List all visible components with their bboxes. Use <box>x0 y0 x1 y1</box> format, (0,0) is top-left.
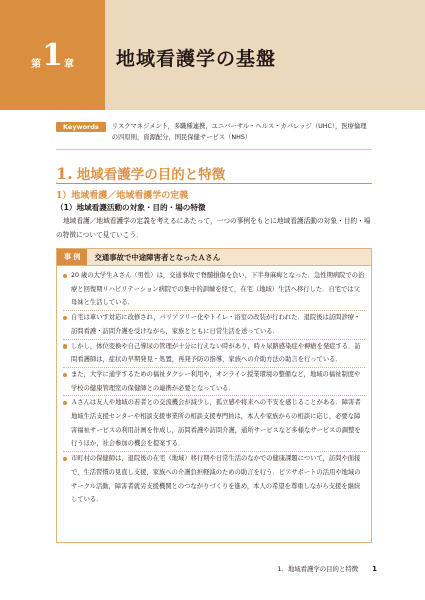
list-item-text: 20 歳の大学生Ａさん（男性）は，交通事故で脊髄損傷を負い，下半身麻痺となった．急性期病院での治療と回復期リハビリテーション病院での集中的訓練を経て，在宅（地域）生活へ移行した．自宅では父母妹と生活している． <box>71 272 365 307</box>
chapter-number: 1 <box>42 37 63 73</box>
list-item-text: 自宅は車いす対応に改修され，バリアフリー化やトイレ・浴室の改装が行われた．退院後は訪問診療・訪問看護・訪問介護を受けながら，家族とともに日常生活を送っている． <box>71 314 361 335</box>
list-item <box>63 269 365 311</box>
list-item <box>63 452 365 507</box>
section-divider <box>56 183 372 184</box>
bullet-icon <box>63 401 67 405</box>
case-study-box <box>56 248 372 543</box>
chapter-number-box <box>0 0 105 110</box>
keywords-label: Keywords <box>56 122 106 132</box>
keywords-block <box>56 121 372 143</box>
subsection-title: 1）地域看護／地域看護学の定義 <box>56 191 189 201</box>
case-study-header <box>57 249 371 266</box>
list-item <box>63 368 365 396</box>
intro-paragraph: 地域看護／地域看護学の定義を考えるにあたって，一つの事例をもとに地域看護活動の対象・目的・場の特徴について見ていこう． <box>56 217 371 239</box>
section-number: 1. <box>56 164 73 183</box>
case-study-tag: 事 例 <box>57 249 87 265</box>
bullet-icon <box>63 274 67 278</box>
list-item <box>63 396 365 452</box>
page-number: 1 <box>372 565 377 573</box>
list-item-text: Ａさんは友人や地域の若者との交流機会が減少し，孤立感や将来への不安を感じることがある．障害者地域生活支援センターや相談支援事業所の相談支援専門員は，本人や家族からの相談に応じ，必要な障害福祉サービスの利用計画を作成し，訪問看護や訪問介護，通所サービスなど多様なサービスの調整を行うほか，社会参加の機会を提案する． <box>71 399 361 448</box>
chapter-suffix: 章 <box>63 58 74 70</box>
bullet-icon <box>63 457 67 461</box>
subsubsection-title: （1）地域看護活動の対象・目的・場の特徴 <box>56 203 206 212</box>
chapter-title: 地域看護学の基盤 <box>116 48 277 70</box>
keywords-text: リスクマネジメント，多職種連携，ユニバーサル・ヘルス・カバレッジ（UHC），医療倫理の四原則，資源配分，国民保健サービス（NHS） <box>111 123 367 141</box>
list-item-text: 市町村の保健師は，退院後の在宅（地域）移行期や日常生活のなかでの健康課題について，訪問や面接で，生活習慣の見直し支援，家族への介護負担軽減のための助言を行う．ピアサポートの活用や地域のサークル活動，障害者就労支援機関とのつながりづくりを進め，本人の希望を尊重しながら支援を継続している． <box>71 455 361 504</box>
list-item <box>63 340 365 368</box>
chapter-prefix: 第 <box>31 58 42 70</box>
page-footer <box>277 564 377 573</box>
keywords-divider <box>56 149 372 150</box>
section-heading <box>56 163 225 183</box>
bullet-icon <box>63 373 67 377</box>
section-title: 地域看護学の目的と特徴 <box>76 167 226 183</box>
footer-section-label: 1．地域看護学の目的と特徴 <box>277 565 359 573</box>
list-item <box>63 311 365 339</box>
case-study-list <box>57 266 371 507</box>
bullet-icon <box>63 344 67 348</box>
list-item-text: しかし，体位変換や自己導尿の管理が十分に行えない時があり，時々尿路感染症や褥瘡を発症する．訪問看護師は，症状の早期発見・処置，再発予防の指導，家族への介助方法の助言を行っている． <box>71 342 361 364</box>
list-item-text: また，大学に通学するための福祉タクシー利用や，オンライン授業環境の整備など，地域の福祉制度や学校の健康管理室の保健師との連携が必要となっている． <box>71 370 361 392</box>
bullet-icon <box>63 316 67 320</box>
case-study-title: 交通事故で中途障害者となったＡさん <box>94 252 221 262</box>
